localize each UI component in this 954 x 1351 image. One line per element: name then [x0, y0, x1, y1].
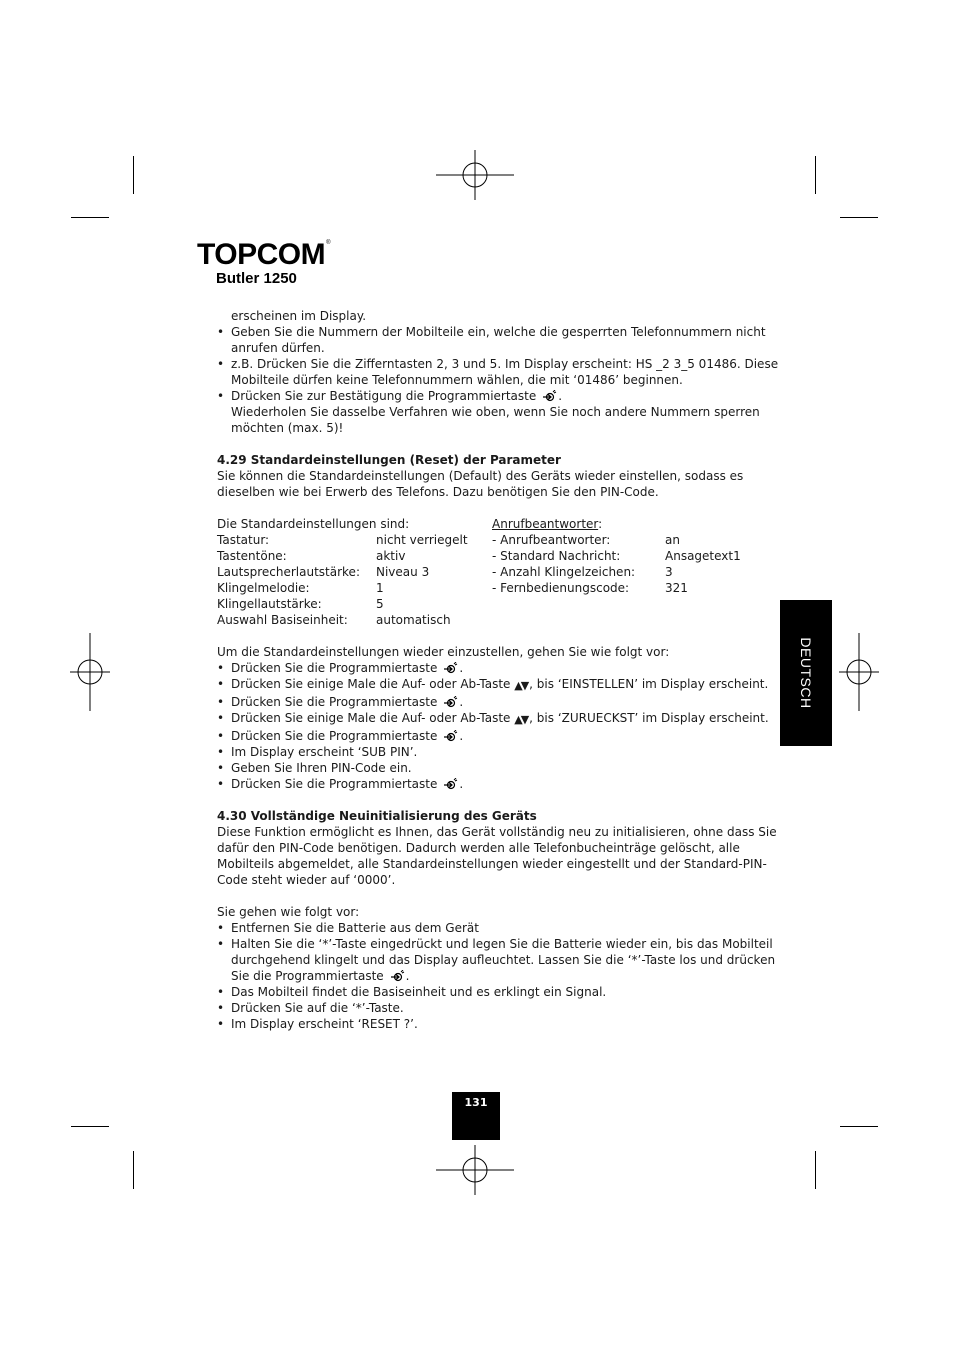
- main-content: [217, 308, 779, 1032]
- setting-value: 321: [665, 581, 688, 595]
- setting-value: 1: [376, 581, 384, 595]
- setting-label: Klingelmelodie:: [217, 581, 310, 595]
- setting-value: automatisch: [376, 613, 451, 627]
- program-key-icon: [542, 390, 558, 402]
- setting-value: 3: [665, 565, 673, 579]
- list-item: • Geben Sie Ihren PIN-Code ein.: [217, 760, 747, 776]
- list-item: • Das Mobilteil findet die Basiseinheit und es erklingt ein Signal.: [217, 984, 747, 1000]
- setting-value: Ansagetext1: [665, 549, 741, 563]
- list-item: • Halten Sie die ‘*’-Taste eingedrückt und legen Sie die Batterie wieder ein, bis das Mobilteil durchgehend klingelt und das Display aufleuchtet. Lassen Sie die ‘*’-Taste los und drücken Sie die Programmiertaste .: [217, 936, 747, 984]
- paragraph-line: Mobilteils abgemeldet, alle Standardeinstellungen wieder eingestellt und der Standard-PIN-: [217, 857, 767, 871]
- setting-label: - Anzahl Klingelzeichen:: [492, 565, 636, 579]
- registration-mark-left: [70, 633, 110, 711]
- model-name: Butler 1250: [216, 270, 297, 287]
- section-heading-4-30: 4.30 Vollständige Neuinitialisierung des Geräts: [217, 809, 537, 823]
- registration-mark-bottom: [436, 1145, 514, 1195]
- up-down-arrow-icon: ▲▼: [514, 713, 528, 726]
- list-item: • Drücken Sie die Programmiertaste .: [217, 728, 747, 744]
- paragraph-line: Sie können die Standardeinstellungen (Default) des Geräts wieder einstellen, sodass es: [217, 469, 744, 483]
- setting-value: 5: [376, 597, 384, 611]
- setting-label: Lautsprecherlautstärke:: [217, 565, 360, 579]
- steps-intro: Um die Standardeinstellungen wieder einzustellen, gehen Sie wie folgt vor:: [217, 645, 670, 659]
- program-key-icon: [443, 696, 459, 708]
- program-key-icon: [443, 778, 459, 790]
- intro-continuation: erscheinen im Display.: [231, 309, 367, 323]
- setting-label: Tastatur:: [217, 533, 270, 547]
- setting-label: Klingellautstärke:: [217, 597, 322, 611]
- setting-label: - Anrufbeantworter:: [492, 533, 611, 547]
- program-key-icon: [390, 970, 406, 982]
- setting-label: - Standard Nachricht:: [492, 549, 621, 563]
- section-heading-4-29: 4.29 Standardeinstellungen (Reset) der Parameter: [217, 453, 561, 467]
- page-number: 131: [452, 1092, 500, 1140]
- language-tab: DEUTSCH: [780, 600, 832, 746]
- list-item: • z.B. Drücken Sie die Zifferntasten 2, 3 und 5. Im Display erscheint: HS _2 3_5 01486. Diese Mobilteile dürfen keine Telefonnummern wählen, die mit ‘01486’ beginnen.: [217, 356, 747, 388]
- list-item: • Drücken Sie zur Bestätigung die Programmiertaste . Wiederholen Sie dasselbe Verfahren wie oben, wenn Sie noch andere Nummern sperren möchten (max. 5)!: [217, 388, 747, 436]
- program-key-icon: [443, 730, 459, 742]
- registration-mark-right: [839, 633, 879, 711]
- list-item: • Drücken Sie auf die ‘*’-Taste.: [217, 1000, 747, 1016]
- list-item: • Entfernen Sie die Batterie aus dem Gerät: [217, 920, 747, 936]
- list-item: • Drücken Sie einige Male die Auf- oder Ab-Taste ▲▼ , bis ‘ZURUECKST’ im Display erscheint.: [217, 710, 747, 728]
- setting-label: Auswahl Basiseinheit:: [217, 613, 348, 627]
- setting-value: Niveau 3: [376, 565, 430, 579]
- list-item: • Drücken Sie die Programmiertaste .: [217, 776, 747, 792]
- list-item: • Drücken Sie einige Male die Auf- oder Ab-Taste ▲▼ , bis ‘EINSTELLEN’ im Display erscheint.: [217, 676, 747, 694]
- list-item: • Im Display erscheint ‘SUB PIN’.: [217, 744, 747, 760]
- settings-left-header: Die Standardeinstellungen sind:: [217, 517, 410, 531]
- list-item: • Im Display erscheint ‘RESET ?’.: [217, 1016, 747, 1032]
- topcom-logo: TOPCOM®: [197, 238, 331, 271]
- registration-mark-top: [436, 150, 514, 200]
- setting-label: - Fernbedienungscode:: [492, 581, 630, 595]
- paragraph-line: Diese Funktion ermöglicht es Ihnen, das Gerät vollständig neu zu initialisieren, ohne dass Sie: [217, 825, 777, 839]
- steps-intro: Sie gehen wie folgt vor:: [217, 905, 360, 919]
- paragraph-line: dieselben wie bei Erwerb des Telefons. Dazu benötigen Sie den PIN-Code.: [217, 485, 659, 499]
- paragraph-line: Code steht wieder auf ‘0000’.: [217, 873, 396, 887]
- setting-value: nicht verriegelt: [376, 533, 468, 547]
- setting-value: aktiv: [376, 549, 406, 563]
- setting-label: Tastentöne:: [217, 549, 287, 563]
- list-item: • Geben Sie die Nummern der Mobilteile ein, welche die gesperrten Telefonnummern nicht anrufen dürfen.: [217, 324, 747, 356]
- list-item: • Drücken Sie die Programmiertaste .: [217, 660, 747, 676]
- paragraph-line: dafür den PIN-Code benötigen. Dadurch werden alle Telefonbucheinträge gelöscht, alle: [217, 841, 740, 855]
- settings-right-header: Anrufbeantworter:: [492, 517, 603, 531]
- setting-value: an: [665, 533, 680, 547]
- default-settings-table: [217, 516, 747, 628]
- program-key-icon: [443, 662, 459, 674]
- list-item: • Drücken Sie die Programmiertaste .: [217, 694, 747, 710]
- up-down-arrow-icon: ▲▼: [514, 679, 528, 692]
